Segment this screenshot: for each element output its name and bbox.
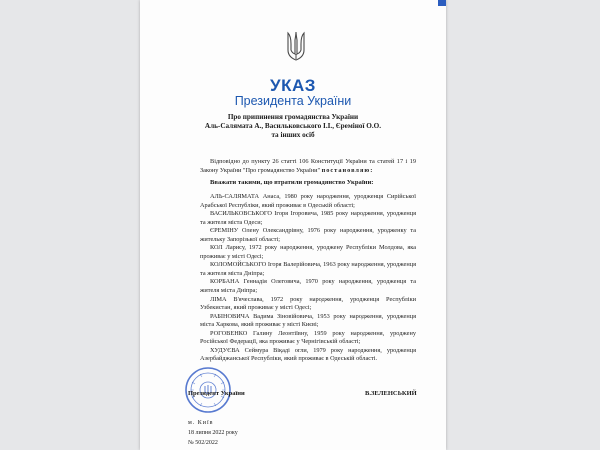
list-item: РОГОВЕНКО Галину Леонтіївну, 1959 року народження, уроджену Російської Федерації, яка проживає у Чернігівській області; <box>200 329 416 346</box>
preamble-paragraph <box>200 158 416 175</box>
subject-line: Про припинення громадянства України <box>227 113 359 121</box>
list-item: АЛЬ-САЛЯМАТА Анаса, 1980 року народження, уродженця Сирійської Арабської Республіки, який проживає в Одеській області; <box>200 193 416 209</box>
page-edge-marker <box>438 0 446 6</box>
decree-statement: Вважати такими, що втратили громадянство України: <box>210 179 374 186</box>
decree-number: № 502/2022 <box>188 440 218 446</box>
list-item: ЛІМА В'ячеслава, 1972 року народження, уродженця Республіки Узбекистан, який проживає у місті Одесі; <box>200 295 416 312</box>
preamble-text: Відповідно до пункту 26 статті 106 Конституції України та статей 17 і 19 Закону України "Про громадянство України" <box>200 158 416 174</box>
signatory-name: В.ЗЕЛЕНСЬКИЙ <box>365 390 417 397</box>
list-item: РАБІНОВИЧА Вадима Зіновійовича, 1953 року народження, уродженця міста Харкова, який проживає у місті Києві; <box>200 312 416 329</box>
list-item: ВАСИЛЬКОВСЬКОГО Ігоря Ігоровича, 1985 року народження, уродженця та жителя міста Одеси; <box>200 210 416 226</box>
subject-line: та інших осіб <box>271 130 315 139</box>
list-item: КОРБАНА Геннадія Олеговича, 1970 року народження, уродженця та жителя міста Дніпра; <box>200 278 416 295</box>
trident-icon <box>286 30 306 62</box>
signatory-title: Президент України <box>188 390 245 397</box>
issue-place: м. Київ <box>188 420 214 426</box>
decree-subject <box>180 113 406 139</box>
decree-document <box>140 0 446 450</box>
list-item: ХУДУЄВА Сеймура Віқаді огли, 1979 року народження, уродженця Азербайджанської Республіки, який проживає в Одеській області. <box>200 346 416 363</box>
subject-line: Аль-Салямата А., Васильковського І.І., Єреміної О.О. <box>204 121 382 130</box>
list-item: ЄРЕМІНУ Олену Олександрівну, 1976 року народження, уродженку та жительку Запорізької області; <box>200 227 416 243</box>
list-item: КОЛ Ларису, 1972 року народження, уроджену Республіки Молдова, яка проживає у місті Одесі; <box>200 244 416 260</box>
document-subtitle: Президента України <box>234 94 352 108</box>
issue-date: 18 липня 2022 року <box>188 430 238 436</box>
persons-list <box>200 193 416 364</box>
document-title: УКАЗ <box>270 76 316 95</box>
preamble-resolve: постановляю: <box>321 166 374 174</box>
list-item: КОЛОМОЙСЬКОГО Ігоря Валерійовича, 1963 року народження, уродженця та жителя міста Дніпра; <box>200 261 416 277</box>
